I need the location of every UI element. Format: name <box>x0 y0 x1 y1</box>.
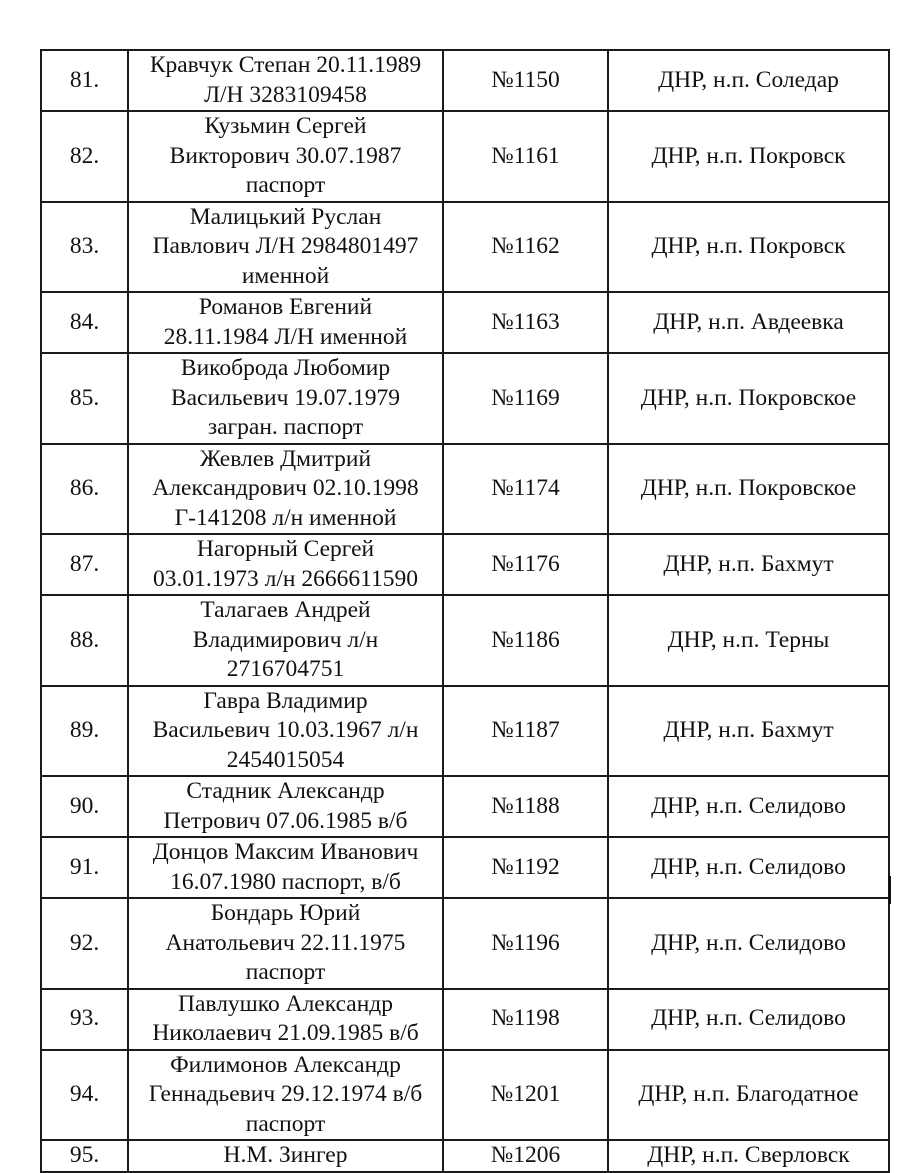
record-number-cell: №1163 <box>443 292 608 353</box>
person-details-line: загран. паспорт <box>207 414 364 440</box>
location-cell: ДНР, н.п. Терны <box>608 595 889 686</box>
record-number-cell: №1188 <box>443 776 608 837</box>
record-number-cell: №1150 <box>443 50 608 111</box>
table-row <box>41 50 889 111</box>
table-row <box>41 353 889 444</box>
person-details-cell <box>128 898 443 989</box>
location-cell: ДНР, н.п. Селидово <box>608 837 889 898</box>
table-row <box>41 1140 889 1172</box>
row-number-cell: 88. <box>41 595 128 686</box>
row-number-cell: 81. <box>41 50 128 111</box>
person-details-line: Стадник Александр <box>186 778 385 804</box>
person-details-line: Нагорный Сергей <box>196 536 375 562</box>
person-details-cell <box>128 444 443 535</box>
person-details-line: Талагаев Андрей <box>200 597 371 623</box>
location-cell: ДНР, н.п. Покровск <box>608 111 889 202</box>
person-details-line: Геннадьевич 29.12.1974 в/б <box>148 1081 423 1107</box>
person-details-line: Филимонов Александр <box>170 1051 401 1078</box>
person-details-cell <box>128 202 443 293</box>
person-details-line: Л/Н 3283109458 <box>204 81 367 108</box>
row-number-cell: 95. <box>41 1140 128 1172</box>
person-details-line: Анатольевич 22.11.1975 <box>165 929 406 956</box>
person-details-cell <box>128 534 443 595</box>
person-details-line: Кравчук Степан 20.11.1989 <box>149 52 422 78</box>
person-details-line: Г-141208 л/н именной <box>174 504 397 531</box>
person-details-line: 28.11.1984 Л/Н именной <box>163 323 408 350</box>
person-details-cell <box>128 595 443 686</box>
person-details-line: Петрович 07.06.1985 в/б <box>163 807 408 834</box>
location-cell: ДНР, н.п. Бахмут <box>608 534 889 595</box>
person-details-line: Н.М. Зингер <box>223 1142 348 1168</box>
row-number-cell: 94. <box>41 1050 128 1141</box>
table-row <box>41 111 889 202</box>
person-details-line: 16.07.1980 паспорт, в/б <box>170 868 401 895</box>
record-number-cell: №1187 <box>443 686 608 777</box>
person-details-line: Гавра Владимир <box>203 687 368 714</box>
location-cell: ДНР, н.п. Селидово <box>608 898 889 989</box>
margin-mark <box>888 876 891 904</box>
table-row <box>41 292 889 353</box>
location-cell: ДНР, н.п. Бахмут <box>608 686 889 777</box>
person-details-cell <box>128 686 443 777</box>
table-row <box>41 776 889 837</box>
row-number-cell: 91. <box>41 837 128 898</box>
roster-table <box>40 49 890 1173</box>
row-number-cell: 83. <box>41 202 128 293</box>
person-details-line: Малицький Руслан <box>189 203 382 230</box>
row-number-cell: 93. <box>41 989 128 1050</box>
location-cell: ДНР, н.п. Соледар <box>608 50 889 111</box>
person-details-cell <box>128 989 443 1050</box>
record-number-cell: №1186 <box>443 595 608 686</box>
location-cell: ДНР, н.п. Селидово <box>608 989 889 1050</box>
roster-table-body <box>41 50 889 1172</box>
record-number-cell: №1161 <box>443 111 608 202</box>
location-cell: ДНР, н.п. Покровское <box>608 353 889 444</box>
table-row <box>41 989 889 1050</box>
person-details-line: 03.01.1973 л/н 2666611590 <box>153 565 418 592</box>
person-details-line: Романов Евгений <box>198 294 373 320</box>
person-details-line: Бондарь Юрий <box>210 900 361 926</box>
person-details-cell <box>128 1140 443 1172</box>
row-number-cell: 92. <box>41 898 128 989</box>
person-details-cell <box>128 776 443 837</box>
record-number-cell: №1169 <box>443 353 608 444</box>
person-details-line: 2454015054 <box>226 746 345 773</box>
person-details-cell <box>128 111 443 202</box>
table-row <box>41 837 889 898</box>
table-row <box>41 202 889 293</box>
row-number-cell: 89. <box>41 686 128 777</box>
record-number-cell: №1201 <box>443 1050 608 1141</box>
location-cell: ДНР, н.п. Селидово <box>608 776 889 837</box>
location-cell: ДНР, н.п. Благодатное <box>608 1050 889 1141</box>
table-row <box>41 898 889 989</box>
row-number-cell: 84. <box>41 292 128 353</box>
person-details-line: Донцов Максим Иванович <box>152 839 419 865</box>
table-row <box>41 686 889 777</box>
person-details-cell <box>128 50 443 111</box>
person-details-cell <box>128 1050 443 1141</box>
person-details-line: паспорт <box>245 172 326 198</box>
table-row <box>41 1050 889 1141</box>
person-details-cell <box>128 837 443 898</box>
row-number-cell: 85. <box>41 353 128 444</box>
person-details-cell <box>128 292 443 353</box>
person-details-line: Васильевич 19.07.1979 <box>170 384 401 411</box>
table-row <box>41 534 889 595</box>
record-number-cell: №1206 <box>443 1140 608 1172</box>
row-number-cell: 90. <box>41 776 128 837</box>
person-details-line: Владимирович л/н <box>192 626 379 653</box>
person-details-line: паспорт <box>245 1110 326 1137</box>
row-number-cell: 86. <box>41 444 128 535</box>
record-number-cell: №1192 <box>443 837 608 898</box>
person-details-line: Николаевич 21.09.1985 в/б <box>152 1020 419 1046</box>
person-details-line: Жевлев Дмитрий <box>199 445 372 472</box>
table-row <box>41 444 889 535</box>
row-number-cell: 87. <box>41 534 128 595</box>
person-details-line: именной <box>241 262 330 289</box>
person-details-line: Александрович 02.10.1998 <box>152 475 419 501</box>
location-cell: ДНР, н.п. Авдеевка <box>608 292 889 353</box>
person-details-line: Викоброда Любомир <box>180 355 391 381</box>
location-cell: ДНР, н.п. Покровское <box>608 444 889 535</box>
person-details-line: Павлович Л/Н 2984801497 <box>152 233 419 259</box>
record-number-cell: №1162 <box>443 202 608 293</box>
location-cell: ДНР, н.п. Сверловск <box>608 1140 889 1172</box>
row-number-cell: 82. <box>41 111 128 202</box>
record-number-cell: №1174 <box>443 444 608 535</box>
record-number-cell: №1196 <box>443 898 608 989</box>
record-number-cell: №1198 <box>443 989 608 1050</box>
person-details-line: Павлушко Александр <box>178 990 393 1017</box>
person-details-line: паспорт <box>245 959 326 985</box>
person-details-line: Васильевич 10.03.1967 л/н <box>152 717 419 743</box>
person-details-line: 2716704751 <box>226 656 345 682</box>
record-number-cell: №1176 <box>443 534 608 595</box>
person-details-line: Викторович 30.07.1987 <box>169 142 402 169</box>
person-details-cell <box>128 353 443 444</box>
table-row <box>41 595 889 686</box>
location-cell: ДНР, н.п. Покровск <box>608 202 889 293</box>
person-details-line: Кузьмин Сергей <box>204 113 367 139</box>
